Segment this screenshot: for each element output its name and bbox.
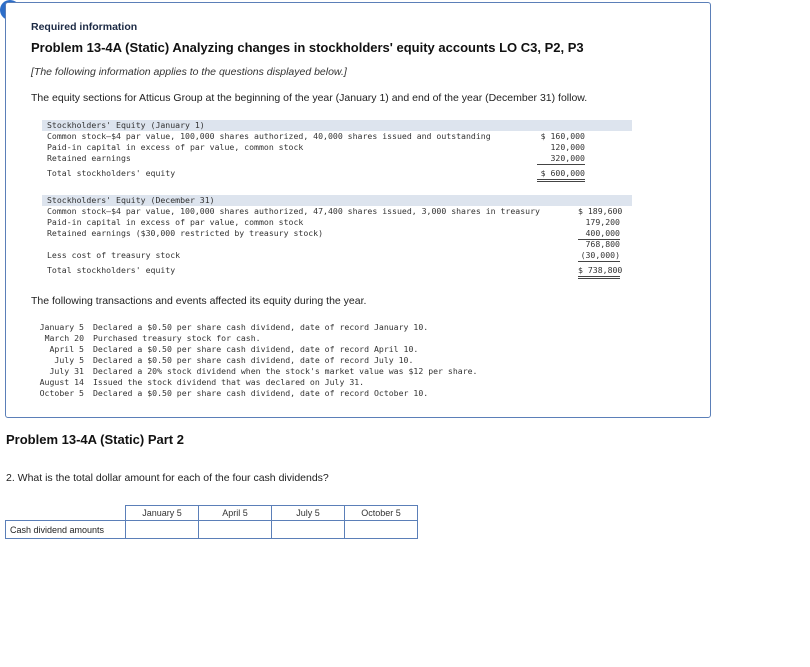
events-title: The following transactions and events affected its equity during the year. <box>31 295 367 307</box>
intro-text: The equity sections for Atticus Group at the beginning of the year (January 1) and end of the year (December 31) follow. <box>31 92 588 104</box>
december-equity-table <box>42 195 632 276</box>
april-5-cell[interactable] <box>199 521 272 539</box>
list-item: July 31 Declared a 20% stock dividend when the stock's market value was $12 per share. <box>49 366 478 376</box>
answer-table-header <box>6 506 418 521</box>
april-5-amount-input[interactable] <box>199 521 271 538</box>
july-5-cell[interactable] <box>272 521 345 539</box>
part-title: Problem 13-4A (Static) Part 2 <box>6 432 184 447</box>
table-row: Paid-in capital in excess of par value, common stock 120,000 <box>47 142 585 152</box>
column-header-october-5: October 5 <box>345 506 418 521</box>
info-note: [The following information applies to the questions displayed below.] <box>31 66 347 78</box>
required-information-label: Required information <box>31 21 138 33</box>
answer-table <box>5 505 418 539</box>
table-row: 768,800 <box>585 239 620 249</box>
question-text: 2. What is the total dollar amount for each of the four cash dividends? <box>6 472 329 484</box>
table-row: Common stock—$4 par value, 100,000 shares authorized, 40,000 shares issued and outstanding $ 160,000 <box>47 131 585 141</box>
table-header: Stockholders' Equity (December 31) <box>42 195 632 206</box>
column-header-january-5: January 5 <box>126 506 199 521</box>
table-row: Retained earnings 320,000 <box>47 153 585 163</box>
blank-header <box>6 506 126 521</box>
column-header-july-5: July 5 <box>272 506 345 521</box>
list-item: October 5 Declared a $0.50 per share cash dividend, date of record October 10. <box>39 388 429 398</box>
row-label: Cash dividend amounts <box>6 521 126 539</box>
table-row <box>6 521 418 539</box>
list-item: March 20 Purchased treasury stock for cash. <box>44 333 261 343</box>
list-item: August 14 Issued the stock dividend that was declared on July 31. <box>39 377 365 387</box>
table-row: Less cost of treasury stock (30,000) <box>47 250 620 260</box>
table-row: Total stockholders' equity $ 600,000 <box>42 168 632 179</box>
january-equity-table <box>42 120 632 179</box>
january-5-amount-input[interactable] <box>126 521 198 538</box>
january-5-cell[interactable] <box>126 521 199 539</box>
october-5-cell[interactable] <box>345 521 418 539</box>
table-row: Retained earnings ($30,000 restricted by treasury stock) 400,000 <box>47 228 620 238</box>
problem-title: Problem 13-4A (Static) Analyzing changes in stockholders' equity accounts LO C3, P2, P3 <box>31 40 584 55</box>
column-header-april-5: April 5 <box>199 506 272 521</box>
table-row: Total stockholders' equity $ 738,800 <box>42 265 632 276</box>
list-item: July 5 Declared a $0.50 per share cash dividend, date of record July 10. <box>54 355 414 365</box>
october-5-amount-input[interactable] <box>345 521 417 538</box>
july-5-amount-input[interactable] <box>272 521 344 538</box>
list-item: January 5 Declared a $0.50 per share cash dividend, date of record January 10. <box>39 322 429 332</box>
table-row: Paid-in capital in excess of par value, common stock 179,200 <box>47 217 620 227</box>
list-item: April 5 Declared a $0.50 per share cash dividend, date of record April 10. <box>49 344 419 354</box>
table-header: Stockholders' Equity (January 1) <box>42 120 632 131</box>
table-row: Common stock—$4 par value, 100,000 shares authorized, 47,400 shares issued, 3,000 shares in treasury $ 189,600 <box>47 206 623 216</box>
events-list <box>28 322 478 399</box>
